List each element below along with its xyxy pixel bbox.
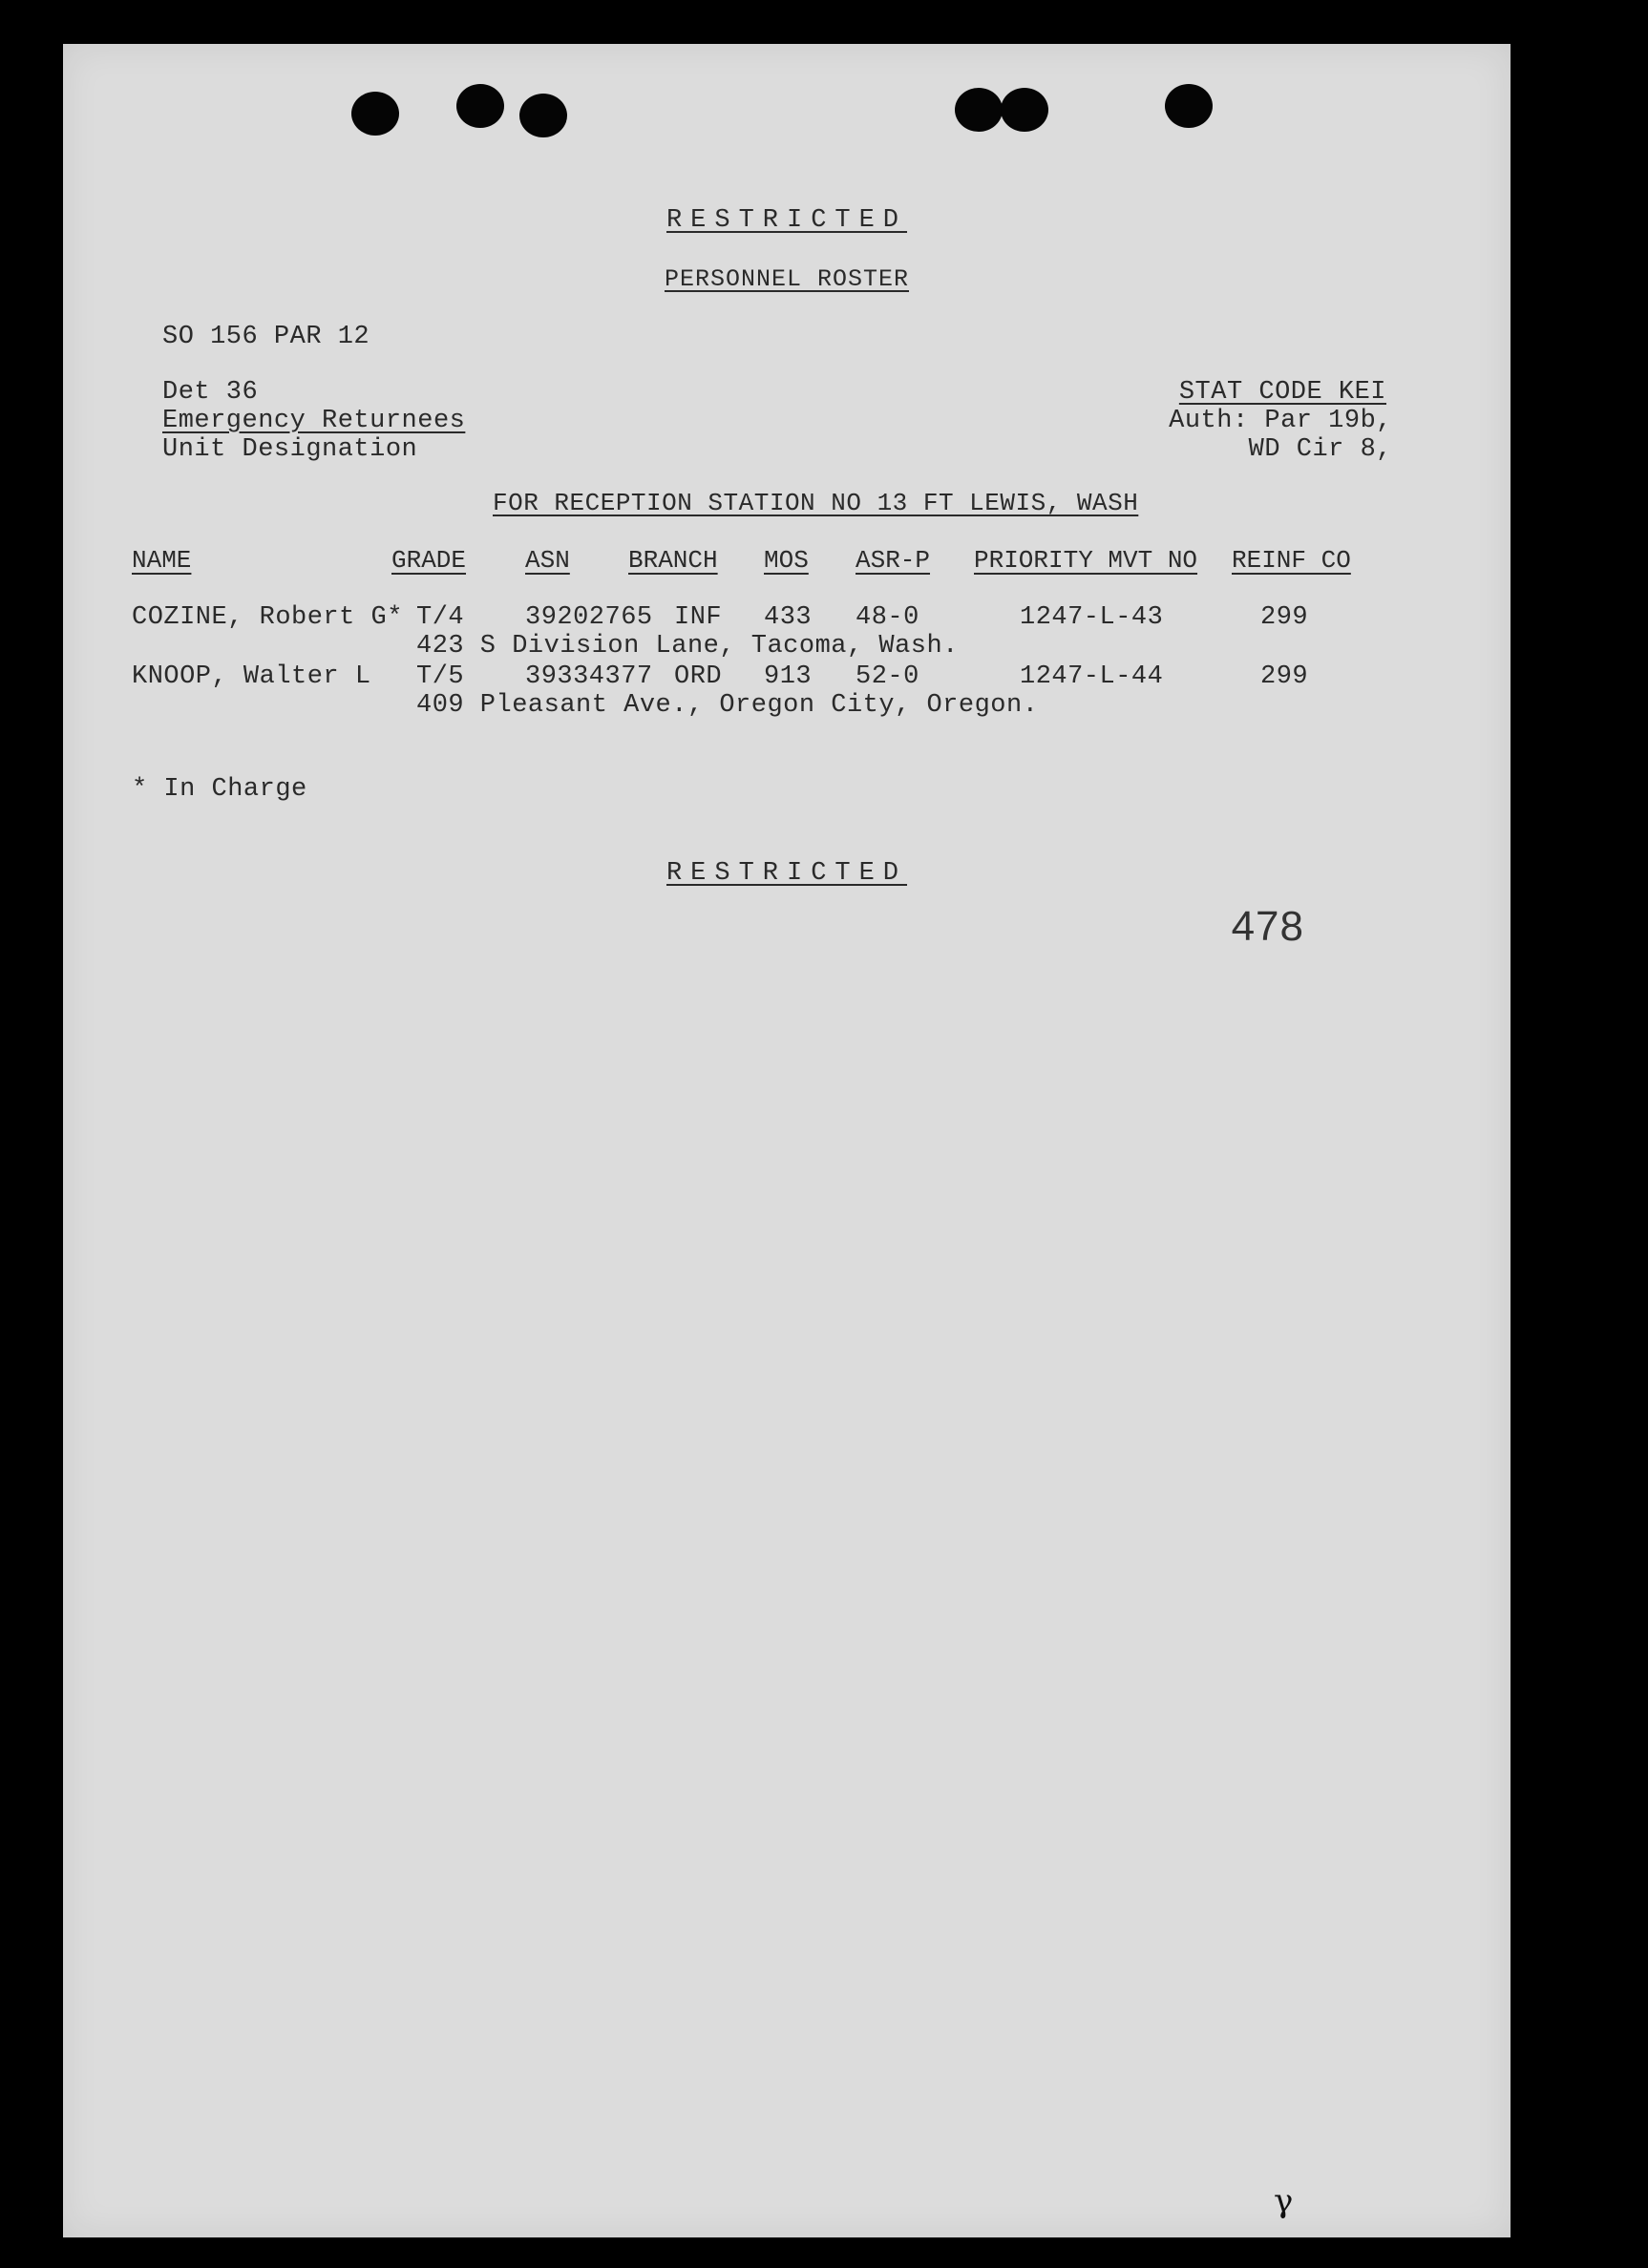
row1-priority: 1247-L-43 bbox=[1020, 603, 1164, 632]
punch-hole bbox=[1001, 88, 1048, 132]
row2-branch: ORD bbox=[674, 662, 723, 691]
row1-name: COZINE, Robert G* bbox=[132, 603, 403, 632]
row1-asr: 48-0 bbox=[856, 603, 919, 632]
classification-bottom: RESTRICTED bbox=[666, 859, 908, 888]
unit-name: Emergency Returnees bbox=[162, 407, 466, 435]
row2-mos: 913 bbox=[764, 662, 813, 691]
auth-line-1: Auth: Par 19b, bbox=[1169, 407, 1392, 435]
row1-mos: 433 bbox=[764, 603, 813, 632]
destination: FOR RECEPTION STATION NO 13 FT LEWIS, WASH bbox=[493, 489, 1139, 517]
row2-reinf: 299 bbox=[1260, 662, 1309, 691]
row1-branch: INF bbox=[674, 603, 723, 632]
row1-reinf: 299 bbox=[1260, 603, 1309, 632]
footnote: * In Charge bbox=[132, 775, 307, 804]
document-page bbox=[63, 44, 1511, 2237]
order-reference: SO 156 PAR 12 bbox=[162, 323, 370, 351]
col-header-priority: PRIORITY MVT NO bbox=[974, 546, 1198, 575]
punch-hole bbox=[456, 84, 504, 128]
col-header-mos: MOS bbox=[764, 546, 809, 575]
page-number-stamp: 478 bbox=[1231, 903, 1304, 950]
punch-hole bbox=[519, 94, 567, 137]
row2-grade: T/5 bbox=[416, 662, 465, 691]
row2-name: KNOOP, Walter L bbox=[132, 662, 371, 691]
auth-line-2: WD Cir 8, bbox=[1248, 435, 1392, 464]
classification-top: RESTRICTED bbox=[666, 206, 908, 235]
punch-hole bbox=[955, 88, 1003, 132]
roster-title: PERSONNEL ROSTER bbox=[664, 265, 910, 293]
col-header-grade: GRADE bbox=[391, 546, 467, 575]
row1-asn: 39202765 bbox=[525, 603, 653, 632]
row1-address: 423 S Division Lane, Tacoma, Wash. bbox=[416, 632, 959, 661]
unit-designation-label: Unit Designation bbox=[162, 435, 418, 464]
col-header-name: NAME bbox=[132, 546, 192, 575]
row2-priority: 1247-L-44 bbox=[1020, 662, 1164, 691]
col-header-reinf: REINF CO bbox=[1232, 546, 1351, 575]
col-header-asn: ASN bbox=[525, 546, 570, 575]
punch-hole bbox=[1165, 84, 1213, 128]
row2-asn: 39334377 bbox=[525, 662, 653, 691]
col-header-branch: BRANCH bbox=[628, 546, 718, 575]
punch-hole bbox=[351, 92, 399, 136]
stat-code: STAT CODE KEI bbox=[1178, 378, 1386, 407]
corner-mark: γ bbox=[1274, 2182, 1294, 2220]
row1-grade: T/4 bbox=[416, 603, 465, 632]
row2-asr: 52-0 bbox=[856, 662, 919, 691]
col-header-asr: ASR-P bbox=[856, 546, 931, 575]
detachment: Det 36 bbox=[162, 378, 259, 407]
row2-address: 409 Pleasant Ave., Oregon City, Oregon. bbox=[416, 691, 1039, 720]
